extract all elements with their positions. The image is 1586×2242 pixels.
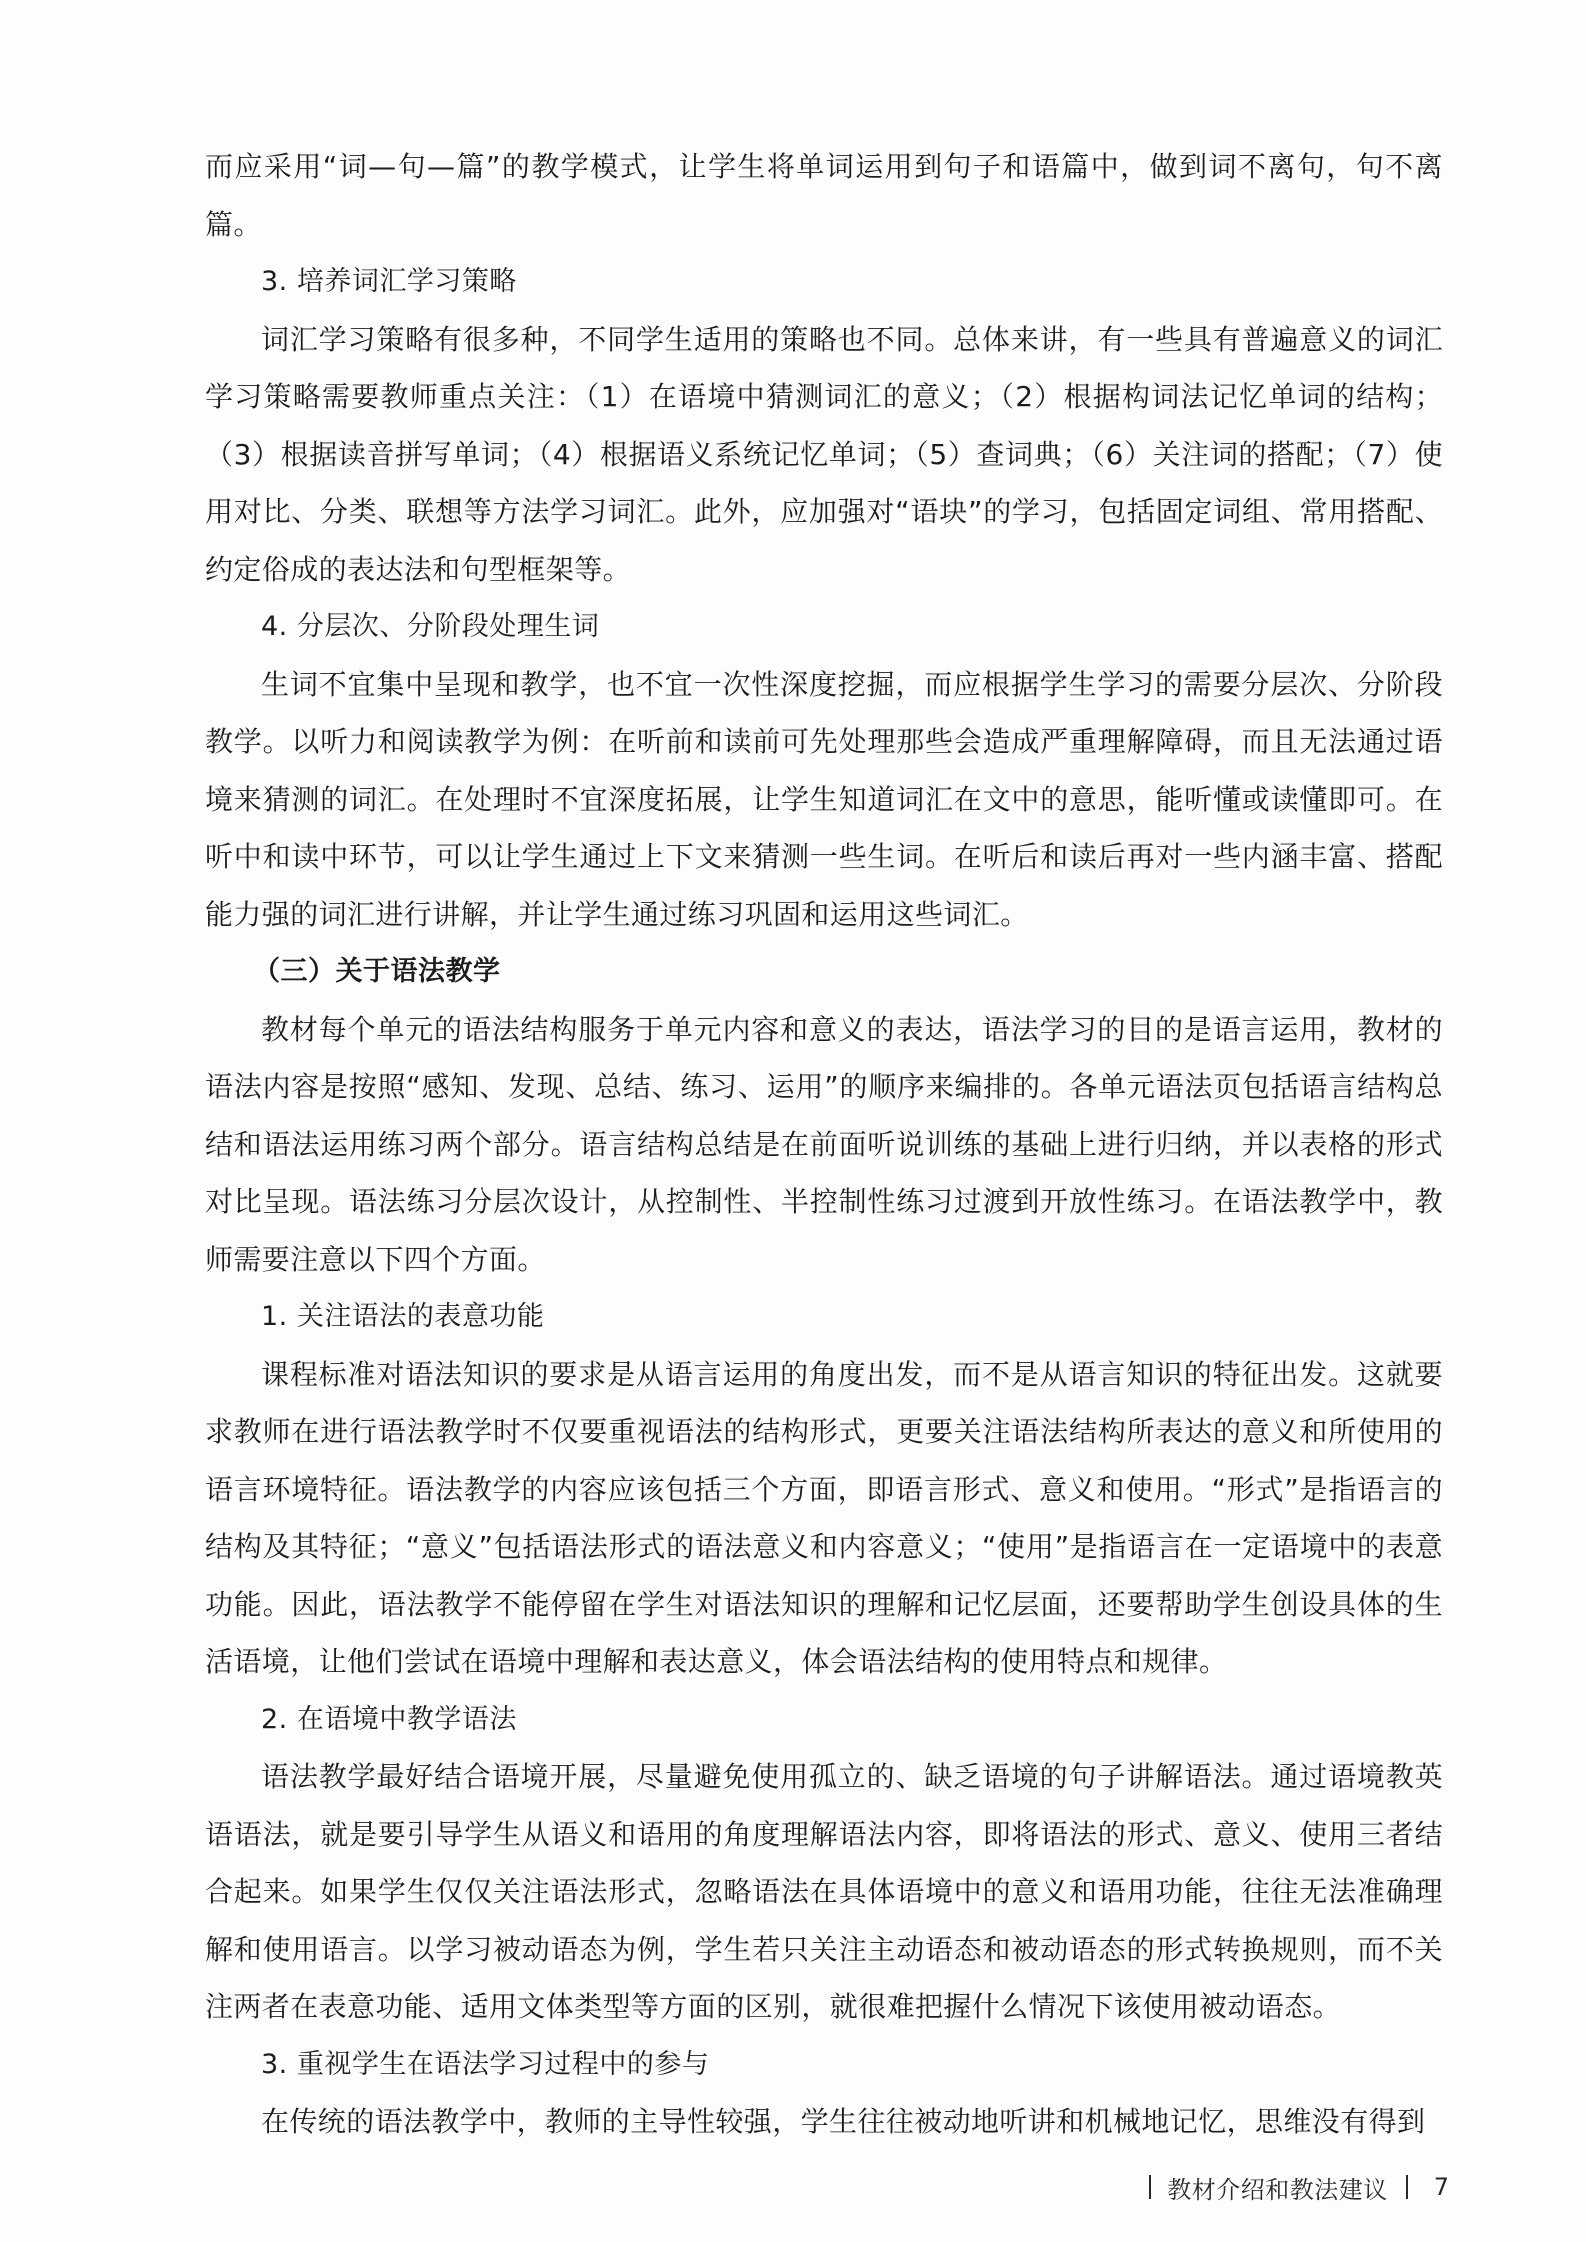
heading-new-words: 4. 分层次、分阶段处理生词 xyxy=(261,611,600,642)
heading-grammar-context: 2. 在语境中教学语法 xyxy=(261,1703,517,1735)
paragraph-intro: 而应采用“词—句—篇”的教学模式，让学生将单词运用到句子和语篇中，做到词不离句，句不离篇。 xyxy=(205,150,1443,241)
paragraph-vocab-strategy: 词汇学习策略有很多种，不同学生适用的策略也不同。总体来讲，有一些具有普遍意义的词汇学习策略需要教师重点关注：（1）在语境中猜测词汇的意义；（2）根据构词法记忆单词的结构；（3）根据读音拼写单词；（4）根据语义系统记忆单词；（5）查词典；（6）关注词的搭配；（7）使用对比、分类、联想等方法学习词汇。此外，应加强对“语块”的学习，包括固定词组、常用搭配、约定俗成的表达法和句型框架等。 xyxy=(205,322,1443,586)
paragraph-grammar-context: 语法教学最好结合语境开展，尽量避免使用孤立的、缺乏语境的句子讲解语法。通过语境教英语语法，就是要引导学生从语义和语用的角度理解语法内容，即将语法的形式、意义、使用三者结合起来。如果学生仅仅关注语法形式，忽略语法在具体语境中的意义和语用功能，往往无法准确理解和使用语言。以学习被动语态为例，学生若只关注主动语态和被动语态的形式转换规则，而不关注两者在表意功能、适用文体类型等方面的区别，就很难把握什么情况下该使用被动语态。 xyxy=(205,1760,1443,2023)
page-body xyxy=(205,138,1443,2151)
paragraph-grammar-function: 课程标准对语法知识的要求是从语言运用的角度出发，而不是从语言知识的特征出发。这就要求教师在进行语法教学时不仅要重视语法的结构形式，更要关注语法结构所表达的意义和所使用的语言环境特征。语法教学的内容应该包括三个方面，即语言形式、意义和使用。“形式”是指语言的结构及其特征；“意义”包括语法形式的语法意义和内容意义；“使用”是指语言在一定语境中的表意功能。因此，语法教学不能停留在学生对语法知识的理解和记忆层面，还要帮助学生创设具体的生活语境，让他们尝试在语境中理解和表达意义，体会语法结构的使用特点和规律。 xyxy=(205,1357,1443,1678)
footer-divider-left xyxy=(1149,2175,1151,2199)
heading-grammar-function: 1. 关注语法的表意功能 xyxy=(261,1301,545,1332)
heading-vocab-strategy: 3. 培养词汇学习策略 xyxy=(261,266,517,297)
section-heading-grammar: （三）关于语法教学 xyxy=(253,956,501,987)
paragraph-student-participation: 在传统的语法教学中，教师的主导性较强，学生往往被动地听讲和机械地记忆，思维没有得到 xyxy=(261,2105,1426,2138)
paragraph-new-words: 生词不宜集中呈现和教学，也不宜一次性深度挖掘，而应根据学生学习的需要分层次、分阶段教学。以听力和阅读教学为例：在听前和读前可先处理那些会造成严重理解障碍，而且无法通过语境来猜测的词汇。在处理时不宜深度拓展，让学生知道词汇在文中的意思，能听懂或读懂即可。在听中和读中环节，可以让学生通过上下文来猜测一些生词。在听后和读后再对一些内涵丰富、搭配能力强的词汇进行讲解，并让学生通过练习巩固和运用这些词汇。 xyxy=(205,667,1443,931)
page-number: 7 xyxy=(1433,2173,1449,2201)
footer-divider-right xyxy=(1406,2175,1408,2199)
page-footer xyxy=(1149,2172,1449,2202)
paragraph-grammar-intro: 教材每个单元的语法结构服务于单元内容和意义的表达，语法学习的目的是语言运用，教材的语法内容是按照“感知、发现、总结、练习、运用”的顺序来编排的。各单元语法页包括语言结构总结和语法运用练习两个部分。语言结构总结是在前面听说训练的基础上进行归纳，并以表格的形式对比呈现。语法练习分层次设计，从控制性、半控制性练习过渡到开放性练习。在语法教学中，教师需要注意以下四个方面。 xyxy=(205,1012,1443,1276)
running-title: 教材介绍和教法建议 xyxy=(1167,2175,1388,2204)
heading-student-participation: 3. 重视学生在语法学习过程中的参与 xyxy=(261,2048,710,2080)
